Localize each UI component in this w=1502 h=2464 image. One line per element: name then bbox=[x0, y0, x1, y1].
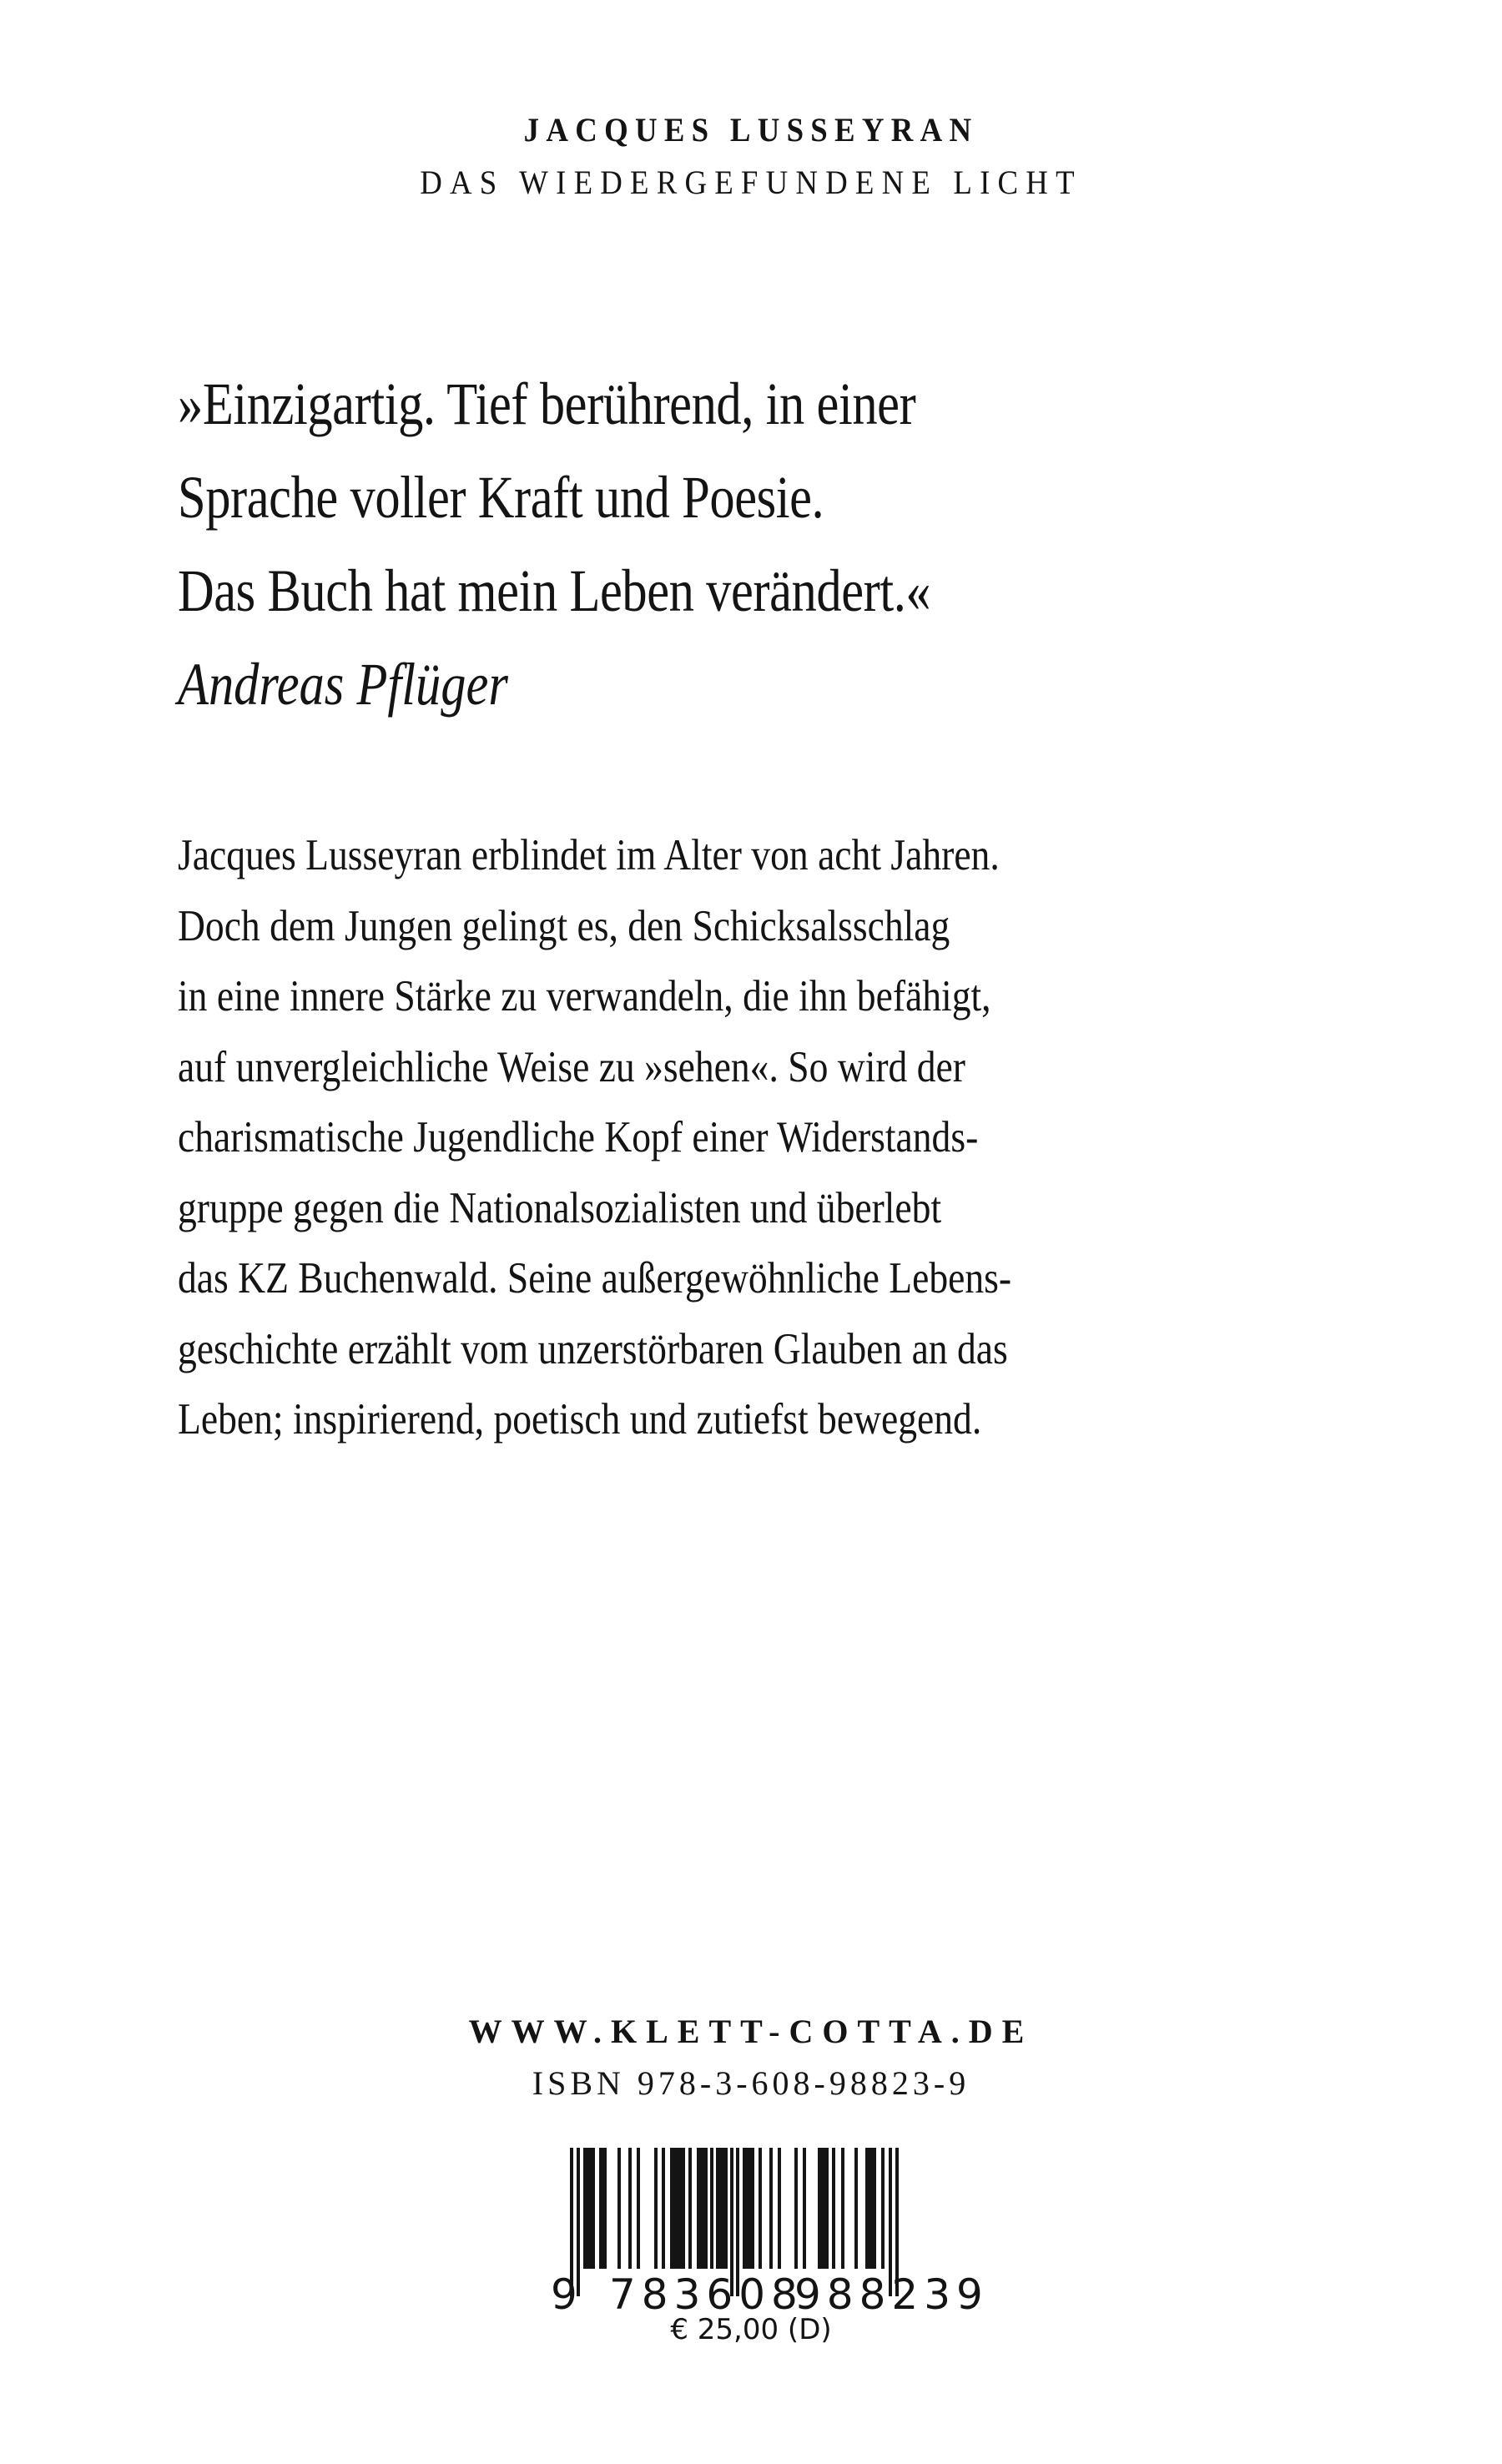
blurb-line: Doch dem Jungen gelingt es, den Schicksalsschlag bbox=[178, 901, 950, 950]
barcode-first-digit: 9 bbox=[551, 2270, 577, 2319]
publisher-footer bbox=[0, 2007, 1502, 2109]
blurb-line: in eine innere Stärke zu verwandeln, die ihn befähigt, bbox=[178, 972, 991, 1020]
isbn-label: ISBN 978-3-608-98823-9 bbox=[532, 2064, 970, 2102]
author-name: JACQUES LUSSEYRAN bbox=[523, 111, 979, 149]
ean-barcode bbox=[551, 2136, 989, 2320]
blurb-line: charismatische Jugendliche Kopf einer Widerstands- bbox=[178, 1113, 979, 1161]
publisher-website-link[interactable]: WWW.KLETT-COTTA.DE bbox=[468, 2013, 1034, 2050]
price-label: € 25,00 (D) bbox=[670, 2313, 832, 2346]
barcode-left-group: 783608 bbox=[609, 2270, 804, 2319]
quote-line: Das Buch hat mein Leben verändert.« bbox=[178, 557, 931, 624]
review-quote bbox=[178, 357, 1388, 731]
blurb-line: Leben; inspirierend, poetisch und zutiefst bewegend. bbox=[178, 1395, 982, 1444]
book-title: DAS WIEDERGEFUNDENE LICHT bbox=[420, 164, 1082, 201]
blurb-line: Jacques Lusseyran erblindet im Alter von acht Jahren. bbox=[178, 831, 1000, 879]
quote-line: »Einzigartig. Tief berührend, in einer bbox=[178, 370, 916, 437]
blurb-line: auf unvergleichliche Weise zu »sehen«. So wird der bbox=[178, 1042, 965, 1091]
blurb-text bbox=[178, 820, 1388, 1455]
quote-line: Sprache voller Kraft und Poesie. bbox=[178, 464, 824, 531]
quote-attribution: Andreas Pflüger bbox=[178, 651, 508, 718]
blurb-line: das KZ Buchenwald. Seine außergewöhnliche Lebens- bbox=[178, 1254, 1012, 1303]
cover-header bbox=[0, 107, 1502, 207]
barcode-right-group: 988239 bbox=[794, 2270, 989, 2319]
blurb-line: gruppe gegen die Nationalsozialisten und überlebt bbox=[178, 1183, 942, 1232]
blurb-line: geschichte erzählt vom unzerstörbaren Glauben an das bbox=[178, 1324, 1008, 1373]
